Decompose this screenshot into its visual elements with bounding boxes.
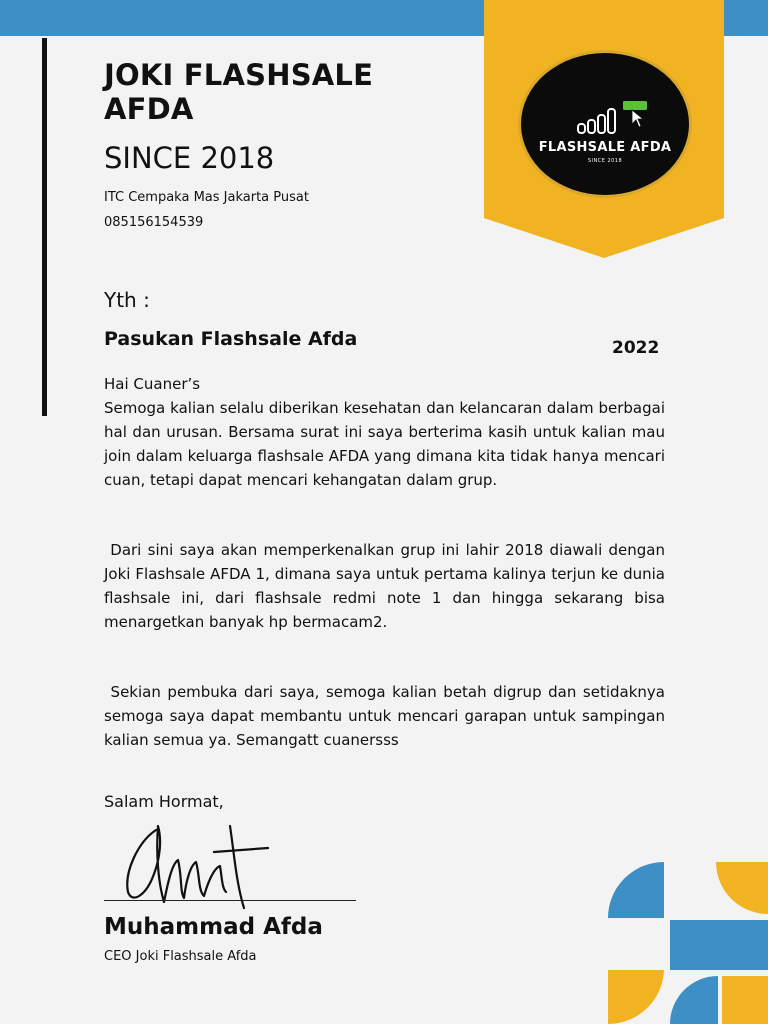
- closing: Salam Hormat,: [104, 792, 224, 811]
- top-blue-bar-right: [724, 0, 768, 36]
- greeting: Hai Cuaner’s: [104, 375, 201, 393]
- signature-line: [104, 900, 356, 901]
- logo-tagline: SINCE 2018: [587, 158, 623, 164]
- corner-geometric-decoration: [608, 858, 768, 1024]
- letter-paragraph: Dari sini saya akan memperkenalkan grup ini lahir 2018 diawali dengan Joki Flashsale AFDA 1, dimana saya untuk pertama kalinya terjun ke dunia flashsale ini, dari flashsale redmi note 1 dan hingga sekarang bisa menargetkan banyak hp bermacam2.: [104, 541, 665, 631]
- company-address: ITC Cempaka Mas Jakarta Pusat: [104, 190, 309, 205]
- signal-bars-cursor-icon: [576, 96, 648, 136]
- recipient: Pasukan Flashsale Afda: [104, 328, 358, 350]
- company-since: SINCE 2018: [104, 141, 275, 175]
- handwritten-signature: [118, 812, 278, 912]
- signer-name: Muhammad Afda: [104, 914, 323, 940]
- left-accent-rule: [42, 38, 47, 416]
- top-blue-bar-left: [0, 0, 484, 36]
- signer-title: CEO Joki Flashsale Afda: [104, 949, 257, 964]
- logo-name: FLASHSALE AFDA: [538, 140, 672, 155]
- company-name: JOKI FLASHSALE AFDA: [104, 58, 374, 126]
- letter-paragraph: Sekian pembuka dari saya, semoga kalian betah digrup dan setidaknya semoga saya dapat membantu untuk mencari garapan untuk sampingan kalian semua ya. Semangatt cuanersss: [104, 683, 665, 749]
- company-phone: 085156154539: [104, 215, 204, 230]
- salutation: Yth :: [104, 288, 150, 312]
- letter-paragraph: Semoga kalian selalu diberikan kesehatan dan kelancaran dalam berbagai hal dan urusan. Bersama surat ini saya berterima kasih untuk kalian mau join dalam keluarga flashsale AFDA yang dimana kita tidak hanya mencari cuan, tetapi dapat mencari kehangatan dalam grup.: [104, 399, 665, 489]
- letter-year: 2022: [612, 338, 660, 358]
